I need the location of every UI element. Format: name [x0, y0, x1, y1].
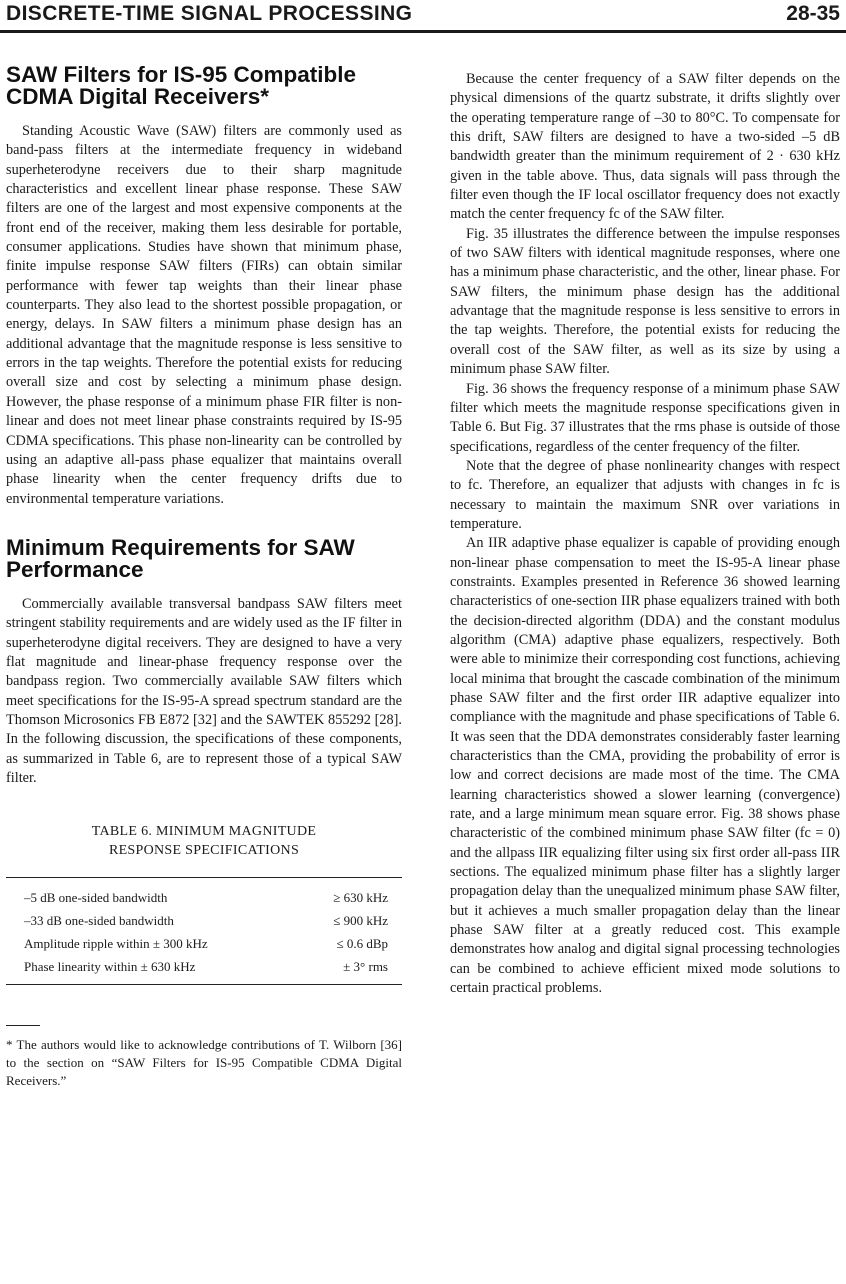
body-paragraph: An IIR adaptive phase equalizer is capable of providing enough non-linear phase compensation to meet the IS-95-A linear phase constraints. Examples presented in Reference 36 showed learning characteristics of one-section IIR phase equalizers trained with both the decision-directed algorithm (DDA) and the constant modulus algorithm (CMA) adaptive phase equalizers, respectively. Both were able to minimize their corresponding cost functions, achieving local minima that brought the cascade combination of the minimum phase SAW filter and the first order IIR adaptive equalizer into compliance with the magnitude and phase specifications of Table 6. It was seen that the DDA demonstrates considerably faster learning characteristics than the CMA, providing the probability of error is low and correct decisions are made most of the time. The CMA learning characteristics showed a slower learning (convergence) rate, and a large minimum mean square error. Fig. 38 shows phase characteristic of the combined minimum phase SAW filter (fc = 0) and the allpass IIR equalizing filter using six first order all-pass IIR sections. The equalized minimum phase filter has a slightly larger propagation delay than the unequalized minimum phase SAW filter, but it achieves a much smaller propagation delay than the linear phase SAW filter at a greatly reduced cost. This example demonstrates how analog and digital signal processing technologies can be combined to achieve efficient mixed mode solutions to certain practical problems.	[450, 535, 840, 997]
table-caption-line: TABLE 6. MINIMUM MAGNITUDE	[91, 824, 317, 840]
table-top-rule	[6, 877, 402, 878]
table-row	[6, 886, 402, 909]
table-cell-value: ≤ 900 kHz	[333, 913, 388, 929]
footnote-rule	[6, 1025, 40, 1026]
table-cell-param: Phase linearity within ± 630 kHz	[24, 959, 196, 975]
table-cell-value: ± 3° rms	[343, 959, 388, 975]
table-caption-line: RESPONSE SPECIFICATIONS	[108, 843, 300, 859]
body-paragraph: Fig. 36 shows the frequency response of a minimum phase SAW filter which meets the magnitude response specifications given in Table 6. But Fig. 37 illustrates that the rms phase is outside of those specifications, regardless of the center frequency of the filter.	[450, 380, 840, 455]
right-column	[450, 70, 840, 999]
table-cell-param: –5 dB one-sided bandwidth	[24, 890, 168, 906]
section-title-saw-filters: SAW Filters for IS-95 Compatible CDMA Digital Receivers*	[6, 62, 357, 109]
table-row	[6, 909, 402, 932]
running-header	[0, 0, 846, 32]
spec-table	[6, 886, 402, 978]
page-number: 28-35	[786, 2, 840, 25]
table-cell-value: ≤ 0.6 dBp	[336, 936, 388, 952]
table-row	[6, 955, 402, 978]
body-paragraph: Commercially available transversal bandpass SAW filters meet stringent stability requirements and are widely used as the IF filter in superheterodyne digital receivers. They are designed to have a very flat magnitude and linear-phase frequency response over the bandpass region. Two commercially available SAW filters which meet specifications for the IS-95-A spread spectrum standard are the Thomson Microsonics FB E872 [32] and the SAWTEK 855292 [28]. In the following discussion, the specifications of these components, as summarized in Table 6, are to represent those of a typical SAW filter.	[6, 595, 402, 786]
body-paragraph: Fig. 35 illustrates the difference between the impulse responses of two SAW filters with identical magnitude responses, where one has a minimum phase characteristic, and the other, linear phase. For SAW filters, the minimum phase design has the additional advantage that the magnitude response is less sensitive to errors in the tap weights. Therefore, the potential exists for reducing the overall cost of the SAW filter, as well as its size by using a minimum phase SAW filter.	[450, 225, 840, 378]
header-title: DISCRETE-TIME SIGNAL PROCESSING	[6, 2, 413, 25]
header-rule	[0, 30, 846, 33]
table-row	[6, 932, 402, 955]
table-bottom-rule	[6, 984, 402, 985]
section-title-minimum-requirements: Minimum Requirements for SAW Performance	[6, 534, 355, 582]
table-cell-param: –33 dB one-sided bandwidth	[24, 913, 174, 929]
left-column	[6, 64, 402, 1090]
body-paragraph: Because the center frequency of a SAW filter depends on the physical dimensions of the quartz substrate, it drifts slightly over the operating temperature range of –30 to 80°C. To compensate for this drift, SAW filters are designed to have a two-sided –5 dB bandwidth greater than the minimum requirement of 2 · 630 kHz given in the table above. Thus, data signals will pass through the filter even though the IF local oscillator frequency does not exactly match the center frequency fc of the SAW filter.	[450, 71, 840, 223]
footnote: * The authors would like to acknowledge contributions of T. Wilborn [36] to the section on “SAW Filters for IS-95 Compatible CDMA Digital Receivers.”	[6, 1037, 402, 1089]
body-paragraph: Standing Acoustic Wave (SAW) filters are commonly used as band-pass filters at the intermediate frequency in wideband superheterodyne receivers due to their sharp magnitude characteristics and excellent linear phase response. These SAW filters are one of the largest and most expensive components at the front end of the receiver, making them less desirable for portable, consumer applications. Studies have shown that minimum phase, finite impulse response SAW filters (FIRs) can obtain similar performance with fewer tap weights than their linear phase counterparts. They also lead to the shortest possible propagation, or energy, delays. In SAW filters a minimum phase design has an additional advantage that the magnitude response is less sensitive to errors in the tap weights. Therefore the potential exists for reducing overall size and cost by selecting a minimum phase design. However, the phase response of a minimum phase FIR filter is non-linear and does not meet linear phase constraints required by IS-95 CDMA specifications. This phase non-linearity can be controlled by using an adaptive all-pass phase equalizer that maintains overall phase linearity when the center frequency drifts due to environmental temperature variations.	[6, 123, 402, 507]
body-paragraph: Note that the degree of phase nonlinearity changes with respect to fc. Therefore, an equalizer that adjusts with changes in fc is necessary to maintain the maximum SNR over variations in temperature.	[450, 457, 840, 532]
table-caption	[6, 822, 402, 860]
table-cell-param: Amplitude ripple within ± 300 kHz	[24, 936, 208, 952]
table-cell-value: ≥ 630 kHz	[333, 890, 388, 906]
